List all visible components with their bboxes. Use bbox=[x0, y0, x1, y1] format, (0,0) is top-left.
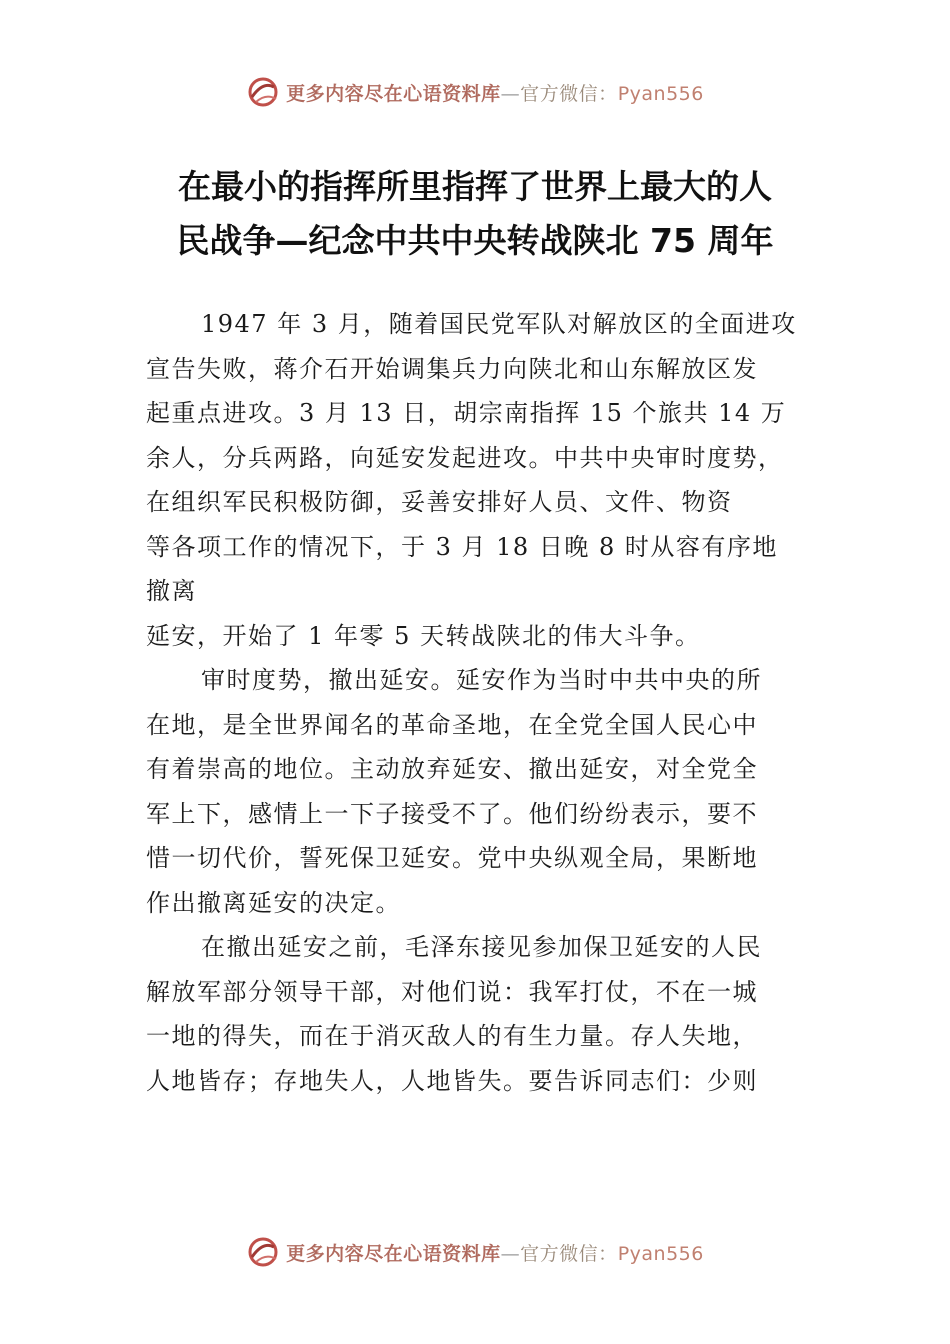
red-swirl-logo-icon bbox=[246, 75, 280, 109]
banner-site-text: 更多内容尽在心语资料库 bbox=[286, 1242, 501, 1265]
banner-wechat-id: Pyan556 bbox=[617, 1242, 704, 1265]
body-line: 在撤出延安之前，毛泽东接见参加保卫延安的人民 bbox=[201, 933, 762, 961]
footer-watermark-banner bbox=[0, 1232, 950, 1272]
banner-dash: — bbox=[500, 82, 521, 105]
body-line: 撤离 bbox=[146, 577, 197, 605]
banner-site-text: 更多内容尽在心语资料库 bbox=[286, 82, 501, 105]
body-line: 在组织军民积极防御，妥善安排好人员、文件、物资 bbox=[146, 488, 733, 516]
body-line: 一地的得失，而在于消灭敌人的有生力量。存人失地， bbox=[146, 1022, 758, 1050]
document-title bbox=[60, 160, 890, 268]
title-line-1: 在最小的指挥所里指挥了世界上最大的人 bbox=[178, 167, 772, 206]
body-line: 作出撤离延安的决定。 bbox=[146, 888, 401, 917]
body-line: 惜一切代价，誓死保卫延安。党中央纵观全局，果断地 bbox=[146, 844, 758, 872]
body-line: 解放军部分领导干部，对他们说：我军打仗，不在一城 bbox=[146, 977, 758, 1006]
header-watermark-banner bbox=[0, 72, 950, 112]
body-line: 有着崇高的地位。主动放弃延安、撤出延安，对全党全 bbox=[146, 755, 758, 783]
banner-wechat-label: 官方微信： bbox=[520, 82, 618, 105]
banner-wechat-id: Pyan556 bbox=[617, 82, 704, 105]
banner-dash: — bbox=[500, 1242, 521, 1265]
body-line: 起重点进攻。3 月 13 日，胡宗南指挥 15 个旅共 14 万 bbox=[146, 399, 787, 427]
red-swirl-logo-icon bbox=[246, 1235, 280, 1269]
body-line: 1947 年 3 月，随着国民党军队对解放区的全面进攻 bbox=[201, 310, 797, 338]
body-line: 余人，分兵两路，向延安发起进攻。中共中央审时度势， bbox=[146, 443, 784, 472]
body-line: 审时度势，撤出延安。延安作为当时中共中央的所 bbox=[201, 666, 762, 694]
document-body bbox=[146, 302, 836, 1103]
body-line: 军上下，感情上一下子接受不了。他们纷纷表示，要不 bbox=[146, 799, 758, 828]
body-line: 延安，开始了 1 年零 5 天转战陕北的伟大斗争。 bbox=[146, 621, 701, 650]
body-line: 等各项工作的情况下，于 3 月 18 日晚 8 时从容有序地 bbox=[146, 532, 778, 561]
body-line: 在地，是全世界闻名的革命圣地，在全党全国人民心中 bbox=[146, 710, 758, 739]
title-line-2: 民战争—纪念中共中央转战陕北 75 周年 bbox=[176, 221, 774, 260]
banner-wechat-label: 官方微信： bbox=[520, 1242, 618, 1265]
body-line: 宣告失败，蒋介石开始调集兵力向陕北和山东解放区发 bbox=[146, 354, 758, 383]
body-line: 人地皆存；存地失人，人地皆失。要告诉同志们：少则 bbox=[146, 1066, 758, 1095]
